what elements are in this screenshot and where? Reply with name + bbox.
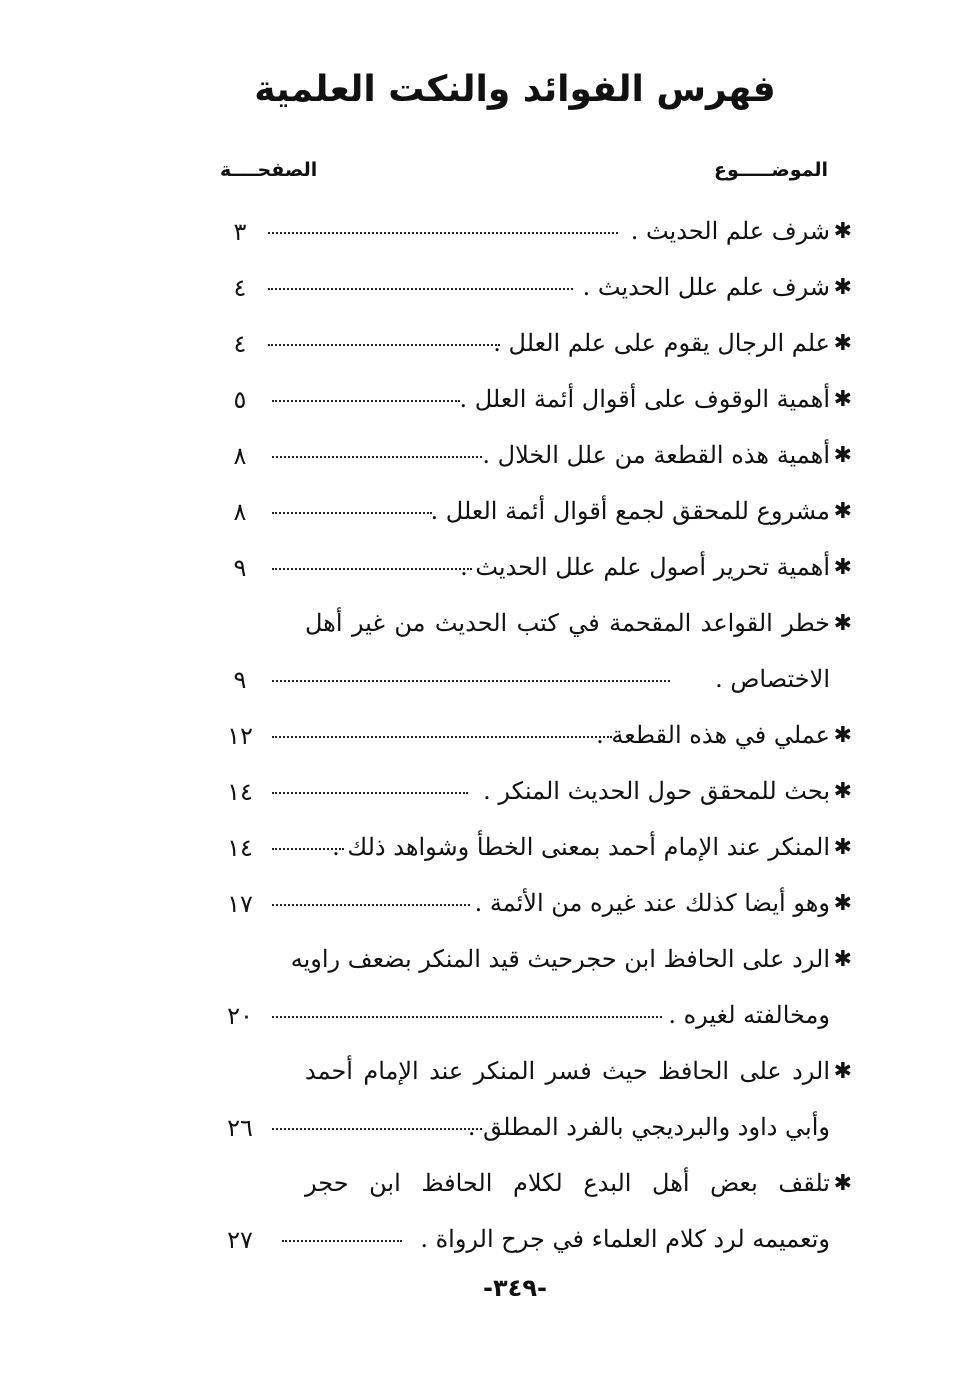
- entry-text-line-1: تلقف بعض أهل البدع لكلام الحافظ ابن حجر: [305, 1169, 830, 1197]
- entry-page-number: ٢٠: [227, 1002, 253, 1030]
- index-entry: [210, 710, 852, 766]
- leader-dots: [272, 848, 344, 850]
- entry-text: أهمية الوقوف على أقوال أئمة العلل .: [459, 385, 830, 413]
- entry-text: أهمية هذه القطعة من علل الخلال .: [482, 441, 830, 469]
- index-entry: [210, 878, 852, 934]
- entry-text-line-1: الرد على الحافظ حيث فسر المنكر عند الإمام أحمد: [305, 1057, 830, 1085]
- entry-text-line-2: الاختصاص .: [715, 665, 830, 693]
- index-entry: [210, 318, 852, 374]
- index-entry-line-1: [210, 598, 852, 654]
- asterisk-bullet-icon: ✱: [833, 275, 852, 300]
- leader-dots: [268, 344, 500, 346]
- index-entry: [210, 542, 852, 598]
- entry-page-number: ٨: [233, 442, 247, 470]
- entry-text: شرف علم علل الحديث .: [582, 273, 830, 301]
- index-entry-line-2: [210, 654, 830, 710]
- entry-page-number: ٤: [233, 330, 247, 358]
- entry-page-number: ١٤: [227, 834, 253, 862]
- index-entry: [210, 822, 852, 878]
- page-number: -٣٤٩-: [483, 1274, 547, 1302]
- asterisk-bullet-icon: ✱: [833, 723, 852, 748]
- index-entry-line-1: [210, 934, 852, 990]
- asterisk-bullet-icon: ✱: [833, 891, 852, 916]
- entry-text: علم الرجال يقوم على علم العلل .: [493, 329, 830, 357]
- index-entry: [210, 766, 852, 822]
- entry-page-number: ١٢: [227, 722, 253, 750]
- entry-page-number: ١٤: [227, 778, 253, 806]
- leader-dots: [272, 456, 482, 458]
- entry-page-number: ٩: [233, 554, 247, 582]
- leader-dots: [272, 904, 470, 906]
- index-entry-line-2: [210, 990, 830, 1046]
- index-entry-line-2: [210, 1214, 830, 1270]
- asterisk-bullet-icon: ✱: [833, 1171, 852, 1196]
- entry-page-number: ٣: [233, 218, 247, 246]
- entry-text-line-2: وأبي داود والبرديجي بالفرد المطلق .: [467, 1113, 830, 1141]
- leader-dots: [268, 288, 573, 290]
- asterisk-bullet-icon: ✱: [833, 555, 852, 580]
- page-title: فهرس الفوائد والنكت العلمية: [254, 69, 776, 110]
- entry-text-line-1: الرد على الحافظ ابن حجرحيث قيد المنكر بضعف راويه: [290, 945, 830, 973]
- leader-dots: [268, 232, 618, 234]
- asterisk-bullet-icon: ✱: [833, 331, 852, 356]
- index-entry-line-2: [210, 1102, 830, 1158]
- entry-page-number: ٢٧: [227, 1226, 253, 1254]
- leader-dots: [272, 792, 468, 794]
- asterisk-bullet-icon: ✱: [833, 835, 852, 860]
- entry-text: عملي في هذه القطعة .: [596, 721, 830, 749]
- asterisk-bullet-icon: ✱: [833, 387, 852, 412]
- entry-text: مشروع للمحقق لجمع أقوال أئمة العلل .: [430, 497, 830, 525]
- asterisk-bullet-icon: ✱: [833, 1059, 852, 1084]
- entry-page-number: ٤: [233, 274, 247, 302]
- asterisk-bullet-icon: ✱: [833, 947, 852, 972]
- asterisk-bullet-icon: ✱: [833, 779, 852, 804]
- leader-dots: [272, 568, 472, 570]
- entry-text-line-1: خطر القواعد المقحمة في كتب الحديث من غير أهل: [305, 609, 830, 637]
- asterisk-bullet-icon: ✱: [833, 499, 852, 524]
- index-entry-line-1: [210, 1158, 852, 1214]
- entry-page-number: ٨: [233, 498, 247, 526]
- index-entry: [210, 262, 852, 318]
- entry-page-number: ٩: [233, 666, 247, 694]
- leader-dots: [272, 1016, 662, 1018]
- leader-dots: [282, 1240, 402, 1242]
- entry-text: وهو أيضا كذلك عند غيره من الأئمة .: [474, 889, 830, 917]
- leader-dots: [272, 680, 670, 682]
- leader-dots: [272, 400, 460, 402]
- index-entry: [210, 486, 852, 542]
- index-entry-line-1: [210, 1046, 852, 1102]
- entry-text: بحث للمحقق حول الحديث المنكر .: [483, 777, 830, 805]
- entry-page-number: ١٧: [227, 890, 253, 918]
- entry-text-line-2: ومخالفته لغيره .: [668, 1001, 830, 1029]
- leader-dots: [272, 1128, 482, 1130]
- index-entry: [210, 206, 852, 262]
- entry-text: شرف علم الحديث .: [630, 217, 830, 245]
- asterisk-bullet-icon: ✱: [833, 219, 852, 244]
- entry-text-line-2: وتعميمه لرد كلام العلماء في جرح الرواة .: [420, 1225, 830, 1253]
- index-entry: [210, 374, 852, 430]
- entry-page-number: ٢٦: [227, 1114, 253, 1142]
- entry-page-number: ٥: [233, 386, 247, 414]
- page-column-header: الصفحــــة: [220, 159, 318, 181]
- leader-dots: [272, 512, 432, 514]
- asterisk-bullet-icon: ✱: [833, 443, 852, 468]
- topic-column-header: الموضـــــوع: [713, 159, 828, 181]
- entry-text: أهمية تحرير أصول علم علل الحديث .: [460, 553, 830, 581]
- asterisk-bullet-icon: ✱: [833, 611, 852, 636]
- entry-text: المنكر عند الإمام أحمد بمعنى الخطأ وشواهد ذلك .: [332, 833, 830, 861]
- leader-dots: [272, 736, 612, 738]
- index-entry: [210, 430, 852, 486]
